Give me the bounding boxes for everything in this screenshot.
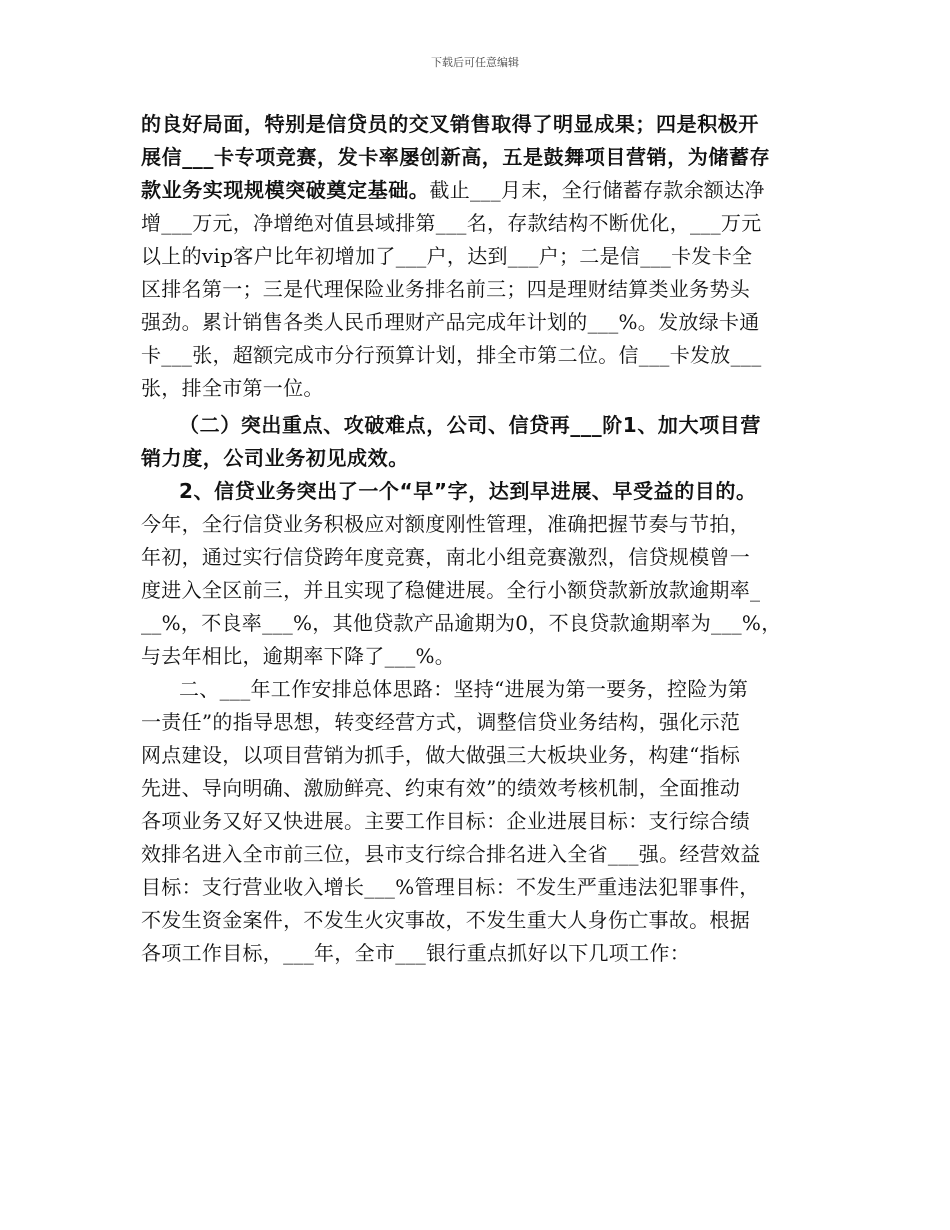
text-line: 一责任”的指导思想，转变经营方式，调整信贷业务结构，强化示范 [141,710,741,734]
document-body [141,108,811,970]
text-line: 目标：支行营业收入增长___%管理目标：不发生严重违法犯罪事件， [141,875,760,899]
text-line: 二、___年工作安排总体思路：坚持“进展为第一要务，控险为第 [179,677,749,701]
section-heading: （二）突出重点、攻破难点，公司、信贷再___阶1、加大项目营 [179,413,761,437]
text-line: 年初，通过实行信贷跨年度竞赛，南北小组竞赛激烈，信贷规模曾一 [141,545,750,569]
text-line: __%，不良率___%，其他贷款产品逾期为0，不良贷款逾期率为___%， [141,611,782,635]
section-heading: 销力度，公司业务初见成效。 [141,446,409,470]
text-line [141,174,811,207]
text-line: 度进入全区前三，并且实现了稳健进展。全行小额贷款新放款逾期率_ [141,578,761,602]
text-line: 卡___张，超额完成市分行预算计划，排全市第二位。信___卡发放___ [141,343,762,367]
text-line: 展信___卡专项竞赛，发卡率屡创新高，五是鼓舞项目营销，为储蓄存 [141,145,771,169]
text-line: 的良好局面，特别是信贷员的交叉销售取得了明显成果；四是积极开 [141,112,759,136]
text-line: 强劲。累计销售各类人民币理财产品完成年计划的___%。发放绿卡通 [141,310,760,334]
page-header: 下载后可任意编辑 [431,56,519,69]
bold-text: 款业务实现规模突破奠定基础。 [141,178,430,202]
regular-text: 截止___月末，全行储蓄存款余额达净 [429,178,765,202]
text-line: 与去年相比，逾期率下降了___%。 [141,644,456,668]
text-line: 网点建设，以项目营销为抓手，做大做强三大板块业务，构建“指标 [141,743,741,767]
text-line: 增___万元，净增绝对值县域排第___名，存款结构不断优化，___万元 [141,211,762,235]
text-line: 张，排全市第一位。 [141,376,324,400]
subsection-heading: 2、信贷业务突出了一个“早”字，达到早进展、早受益的目的。 [179,479,757,503]
text-line: 各项业务又好又快进展。主要工作目标：企业进展目标：支行综合绩 [141,809,750,833]
text-line: 区排名第一；三是代理保险业务排名前三；四是理财结算类业务势头 [141,277,750,301]
text-line: 效排名进入全市前三位，县市支行综合排名进入全省___强。经营效益 [141,842,761,866]
text-line: 以上的vip客户比年初增加了___户，达到___户；二是信___卡发卡全 [141,244,753,268]
text-line: 不发生资金案件，不发生火灾事故，不发生重大人身伤亡事故。根据 [141,908,750,932]
text-line: 各项工作目标，___年，全市___银行重点抓好以下几项工作： [141,941,690,965]
text-line: 今年，全行信贷业务积极应对额度刚性管理，准确把握节奏与节拍， [141,512,750,536]
text-line: 先进、导向明确、激励鲜亮、约束有效”的绩效考核机制，全面推动 [141,776,741,800]
